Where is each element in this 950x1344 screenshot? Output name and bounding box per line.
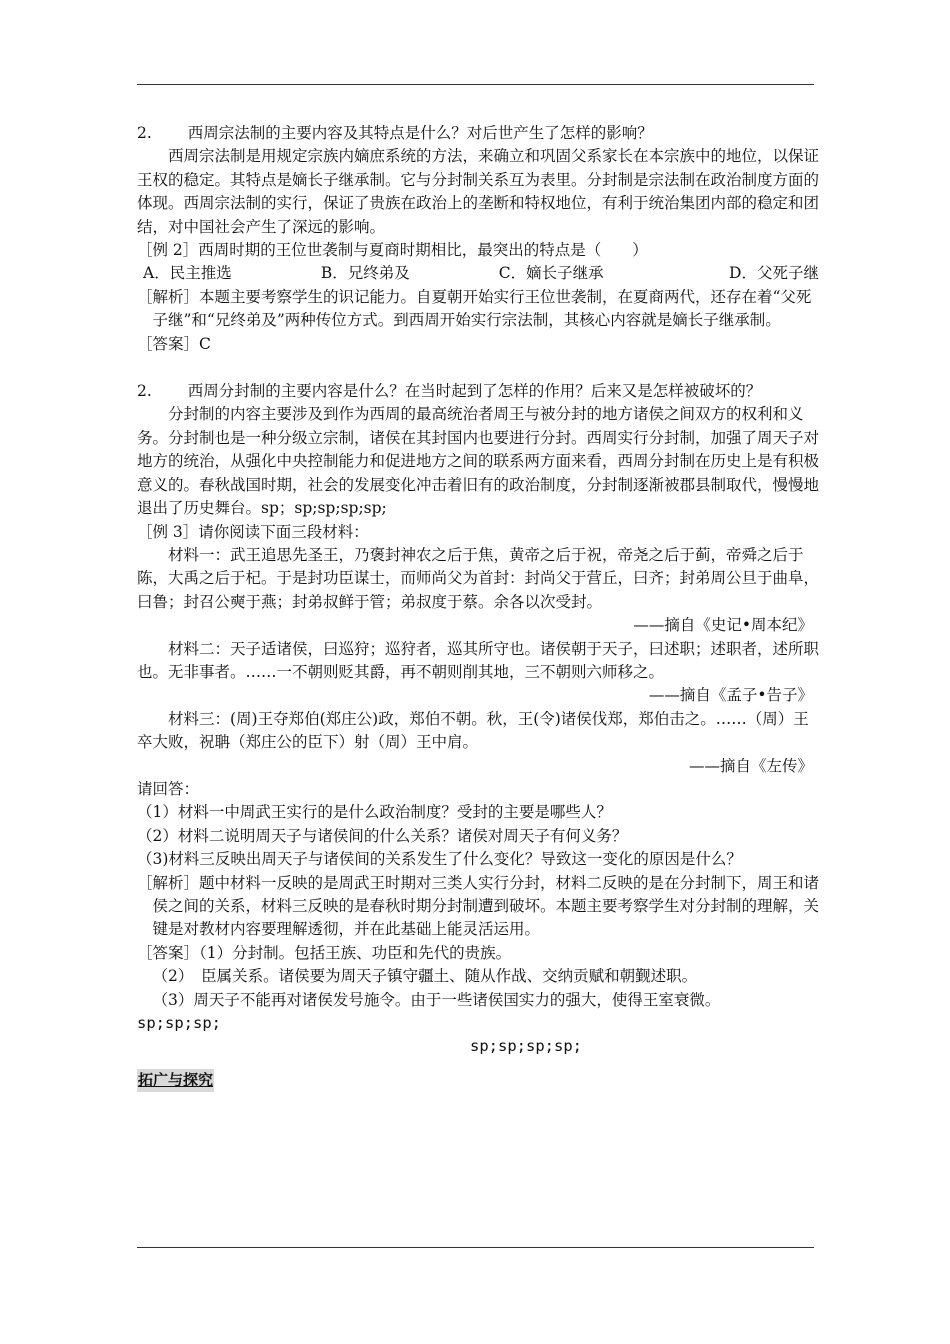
material-3-source: ——摘自《左传》 (688, 756, 813, 775)
example-2-answer: ［答案］C (137, 334, 211, 353)
answer-prompt: 请回答： (137, 779, 200, 798)
example-2-question: ［例 2］西周时期的王位世袭制与夏商时期相比，最突出的特点是（ ） (137, 241, 648, 260)
example-3-answer-3: （3）周天子不能再对诸侯发号施令。由于一些诸侯国实力的强大，使得王室衰微。 (152, 990, 721, 1009)
question-3-answer: 分封制的内容主要涉及到作为西周的最高统治者周王与被分封的地方诸侯之间双方的权利和义务。分封制也是一种分级立宗制，诸侯在其封国内也要进行分封。西周实行分封制，加强了周天子对地方的统治，从强化中央控制能力和促进地方之间的联系两方面来看，西周分封制在历史上是有积极意义的。春秋战国时期，社会的发展变化冲击着旧有的政治制度，分封制逐渐被郡县制取代，慢慢地退出了历史舞台。sp；sp;sp;sp;sp; (137, 405, 820, 518)
sub-question-2: （2）材料二说明周天子与诸侯间的什么关系？诸侯对周天子有何义务？ (137, 826, 628, 845)
option-d: D．父死子继 (729, 264, 819, 283)
question-2-title: 2. 西周宗法制的主要内容及其特点是什么？对后世产生了怎样的影响？ (137, 124, 653, 142)
option-b: B．兄终弟及 (320, 264, 410, 283)
section-heading: 拓广与探究 (137, 1069, 214, 1092)
sub-question-3: （3)材料三反映出周天子与诸侯间的关系发生了什么变化？导致这一变化的原因是什么？ (137, 850, 742, 869)
example-2-options (137, 262, 819, 285)
material-2-source: ——摘自《孟子•告子》 (648, 686, 813, 705)
example-3-intro: ［例 3］请你阅读下面三段材料： (137, 522, 369, 541)
option-a: A．民主推选 (143, 264, 232, 283)
question-3-title: 2. 西周分封制的主要内容是什么？在当时起到了怎样的作用？后来又是怎样被破坏的？ (137, 382, 762, 401)
sp-line-2: sp;sp;sp;sp; (470, 1037, 582, 1056)
top-rule (137, 84, 814, 85)
material-1-source: ——摘自《史记•周本纪》 (633, 616, 813, 635)
material-2: 材料二：天子适诸侯，曰巡狩；巡狩者，巡其所守也。诸侯朝于天子，曰述职；述职者，述所职也。无非事者。……一不朝则贬其爵，再不朝则削其地，三不朝则六师移之。 (137, 639, 820, 681)
document-body (137, 122, 819, 1092)
bottom-rule (137, 1247, 814, 1248)
material-3: 材料三：(周)王夺郑伯(郑庄公)政，郑伯不朝。秋，王(令)诸侯伐郑，郑伯击之。……（周）王卒大败，祝聃（郑庄公的臣下）射（周）王中肩。 (137, 709, 809, 752)
option-c: C．嫡长子继承 (498, 264, 604, 283)
question-2-answer: 西周宗法制是用规定宗族内嫡庶系统的方法，来确立和巩固父系家长在本宗族中的地位，以保证王权的稳定。其特点是嫡长子继承制。它与分封制关系互为表里。分封制是宗法制在政治制度方面的体现。西周宗法制的实行，保证了贵族在政治上的垄断和特权地位，有利于统治集团内部的稳定和团结，对中国社会产生了深远的影响。 (137, 147, 820, 236)
example-3-answer-1: ［答案］（1）分封制。包括王族、功臣和先代的贵族。 (137, 943, 512, 962)
sp-line-1: sp;sp;sp; (137, 1014, 221, 1033)
spacer (137, 356, 819, 380)
example-3-analysis: ［解析］题中材料一反映的是周武王时期对三类人实行分封，材料二反映的是在分封制下，周王和诸侯之间的关系，材料三反映的是春秋时期分封制遭到破坏。本题主要考察学生对分封制的理解，关键是对教材内容要理解透彻，并在此基础上能灵活运用。 (137, 873, 820, 939)
example-2-analysis: ［解析］本题主要考察学生的识记能力。自夏朝开始实行王位世袭制，在夏商两代，还存在着“父死子继”和“兄终弟及”两种传位方式。到西周开始实行宗法制，其核心内容就是嫡长子继承制。 (137, 287, 812, 330)
example-3-answer-2: （2） 臣属关系。诸侯要为周天子镇守疆土、随从作战、交纳贡赋和朝觐述职。 (152, 967, 698, 986)
material-1: 材料一：武王追思先圣王，乃褒封神农之后于焦，黄帝之后于祝，帝尧之后于蓟，帝舜之后于陈，大禹之后于杞。于是封功臣谋士，而师尚父为首封：封尚父于营丘，曰齐；封弟周公旦于曲阜，曰鲁；封召公奭于燕；封弟叔鲜于管；弟叔度于蔡。余各以次受封。 (137, 545, 820, 611)
sub-question-1: （1）材料一中周武王实行的是什么政治制度？受封的主要是哪些人？ (137, 803, 612, 822)
